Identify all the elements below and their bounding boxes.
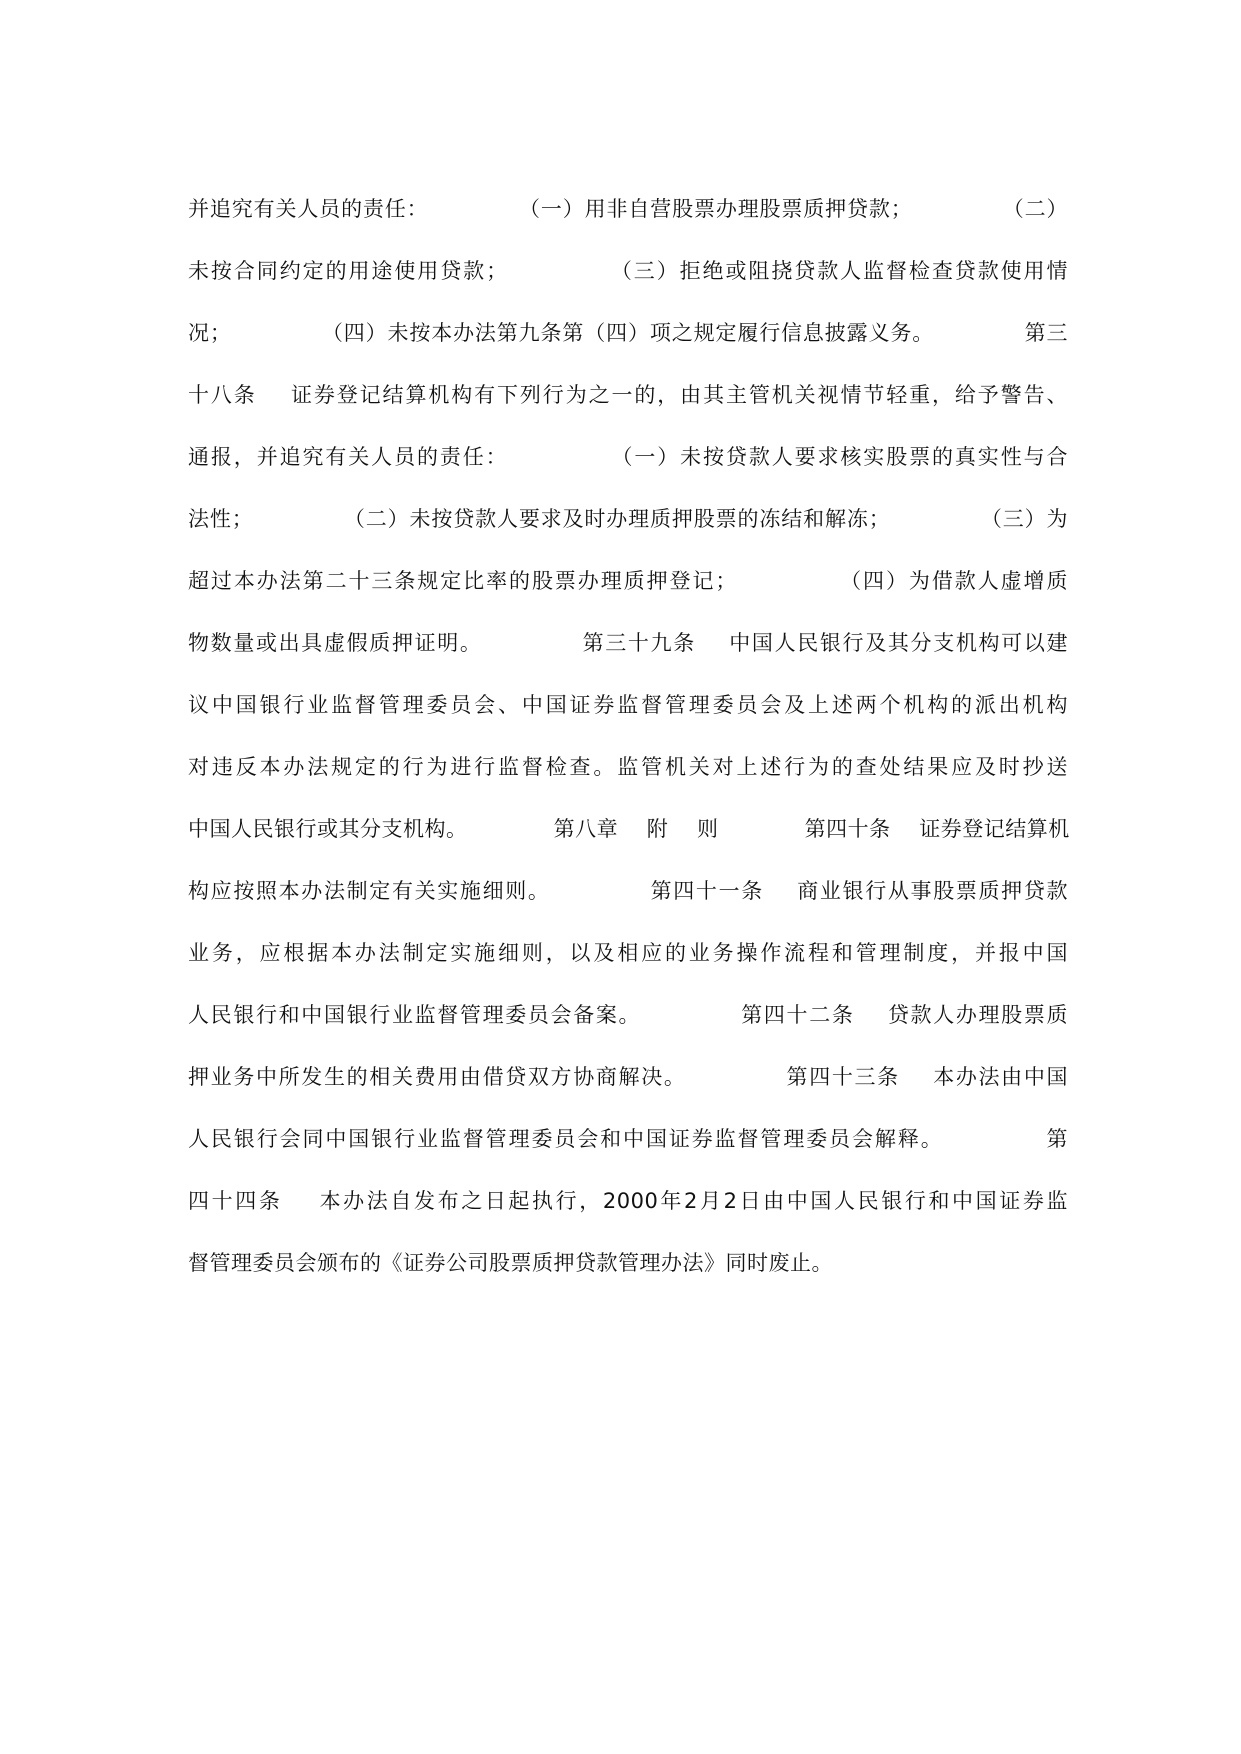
text-line: 十八条 证券登记结算机构有下列行为之一的，由其主管机关视情节轻重，给予警告、 [188,383,1068,407]
text-line: 四十四条 本办法自发布之日起执行，2000年2月2日由中国人民银行和中国证券监 [188,1189,1068,1213]
text-line: 人民银行会同中国银行业监督管理委员会和中国证券监督管理委员会解释。 第 [188,1127,1068,1151]
text-line: 超过本办法第二十三条规定比率的股票办理质押登记； （四）为借款人虚增质 [188,569,1068,593]
text-line: 并追究有关人员的责任： （一）用非自营股票办理股票质押贷款； （二） [188,197,1068,221]
text-line: 未按合同约定的用途使用贷款； （三）拒绝或阻挠贷款人监督检查贷款使用情 [188,259,1068,283]
text-line: 通报，并追究有关人员的责任： （一）未按贷款人要求核实股票的真实性与合 [188,445,1068,469]
text-line: 议中国银行业监督管理委员会、中国证券监督管理委员会及上述两个机构的派出机构 [188,693,1068,717]
text-line: 况； （四）未按本办法第九条第（四）项之规定履行信息披露义务。 第三 [188,321,1068,345]
text-line: 法性； （二）未按贷款人要求及时办理质押股票的冻结和解冻； （三）为 [188,507,1068,531]
text-line: 押业务中所发生的相关费用由借贷双方协商解决。 第四十三条 本办法由中国 [188,1065,1068,1089]
text-line: 人民银行和中国银行业监督管理委员会备案。 第四十二条 贷款人办理股票质 [188,1003,1068,1027]
body-text [188,178,1068,1294]
text-line: 督管理委员会颁布的《证券公司股票质押贷款管理办法》同时废止。 [188,1251,833,1275]
text-line: 对违反本办法规定的行为进行监督检查。监管机关对上述行为的查处结果应及时抄送 [188,755,1068,779]
text-line: 中国人民银行或其分支机构。 第八章 附 则 第四十条 证券登记结算机 [188,817,1070,841]
text-line: 物数量或出具虚假质押证明。 第三十九条 中国人民银行及其分支机构可以建 [188,631,1068,655]
text-line: 构应按照本办法制定有关实施细则。 第四十一条 商业银行从事股票质押贷款 [188,879,1068,903]
text-line: 业务，应根据本办法制定实施细则，以及相应的业务操作流程和管理制度，并报中国 [188,941,1068,965]
